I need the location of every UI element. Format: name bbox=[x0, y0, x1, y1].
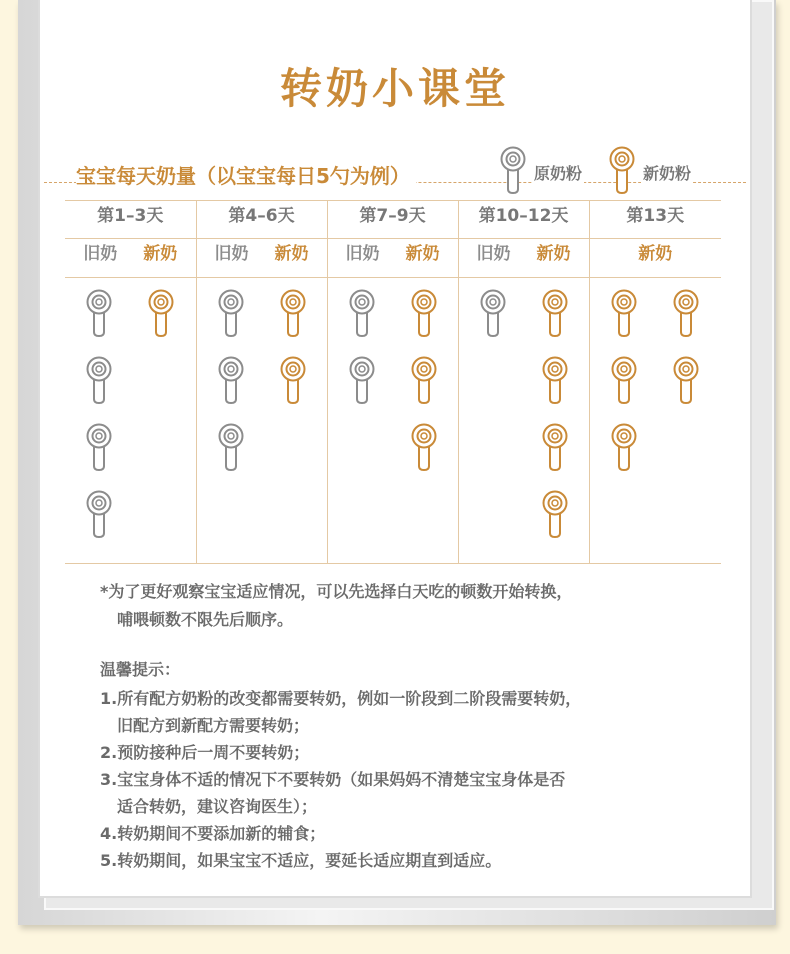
scoop-icon-new bbox=[409, 288, 439, 355]
new-scoop-column bbox=[524, 288, 586, 556]
tip-item: 1.所有配方奶粉的改变都需要转奶，例如一阶段到二阶段需要转奶， bbox=[100, 689, 582, 708]
milk-type-cell bbox=[458, 239, 589, 278]
legend-old bbox=[498, 145, 584, 199]
transition-table bbox=[65, 200, 721, 564]
period-header: 第10–12天 bbox=[458, 201, 589, 239]
scoop-cell bbox=[589, 278, 721, 564]
scoop-icon-new bbox=[540, 489, 570, 556]
old-milk-label: 旧奶 bbox=[83, 244, 118, 264]
scoop-icon-new bbox=[609, 288, 639, 355]
old-milk-label: 旧奶 bbox=[476, 244, 511, 264]
scoop-icon-old bbox=[84, 489, 114, 556]
scoop-icon-new bbox=[671, 288, 701, 355]
scoop-icon-new bbox=[540, 355, 570, 422]
period-header: 第1–3天 bbox=[65, 201, 196, 239]
footnote bbox=[100, 578, 740, 634]
new-scoop-column bbox=[130, 288, 192, 556]
footnote-line: 哺喂顿数不限先后顺序。 bbox=[117, 610, 294, 629]
milk-type-cell bbox=[65, 239, 196, 278]
legend-new-label: 新奶粉 bbox=[641, 161, 693, 184]
scoop-icon-new bbox=[671, 355, 701, 422]
new-scoop-column bbox=[262, 288, 324, 489]
scoop-columns bbox=[65, 278, 196, 556]
scoop-cell bbox=[196, 278, 327, 564]
scoop-icon-new bbox=[540, 422, 570, 489]
scoop-icon-old bbox=[478, 288, 508, 355]
scoop-cell bbox=[327, 278, 458, 564]
scoop-columns bbox=[197, 278, 327, 489]
old-scoop-column bbox=[68, 288, 130, 556]
milk-type-row bbox=[65, 239, 721, 278]
old-milk-label: 旧奶 bbox=[345, 244, 380, 264]
scoop-icon-old bbox=[347, 288, 377, 355]
scoop-icon-new bbox=[146, 288, 176, 355]
old-scoop-column bbox=[200, 288, 262, 489]
old-milk-label: 旧奶 bbox=[214, 244, 249, 264]
section-subtitle: 宝宝每天奶量（以宝宝每日5勺为例） bbox=[76, 160, 416, 189]
scoop-icon-old bbox=[216, 422, 246, 489]
scoop-icon-old bbox=[84, 288, 114, 355]
scoop-cell bbox=[458, 278, 589, 564]
legend-new bbox=[607, 145, 693, 199]
scoop-icon-new bbox=[409, 422, 439, 489]
scoop-cell bbox=[65, 278, 196, 564]
new-milk-label: 新奶 bbox=[143, 244, 178, 264]
scoop-icon-new bbox=[540, 288, 570, 355]
scoop-icon-old bbox=[216, 355, 246, 422]
scoop-icon-new bbox=[278, 288, 308, 355]
scoop-icon-old bbox=[498, 145, 528, 199]
scoop-icon-old bbox=[216, 288, 246, 355]
period-header: 第4–6天 bbox=[196, 201, 327, 239]
scoop-row bbox=[65, 278, 721, 564]
page-title: 转奶小课堂 bbox=[279, 64, 510, 113]
tip-item: 4.转奶期间不要添加新的辅食； bbox=[100, 824, 326, 843]
new-scoop-column bbox=[593, 288, 655, 489]
old-scoop-column bbox=[462, 288, 524, 556]
scoop-icon-old bbox=[347, 355, 377, 422]
footnote-line: *为了更好观察宝宝适应情况，可以先选择白天吃的顿数开始转换， bbox=[100, 582, 573, 601]
scoop-columns bbox=[590, 278, 722, 489]
milk-type-cell bbox=[196, 239, 327, 278]
scoop-icon-old bbox=[84, 355, 114, 422]
tip-item: 适合转奶，建议咨询医生）； bbox=[117, 797, 318, 816]
tips-heading: 温馨提示： bbox=[100, 660, 181, 679]
period-header-row bbox=[65, 201, 721, 239]
tip-item: 3.宝宝身体不适的情况下不要转奶（如果妈妈不清楚宝宝身体是否 bbox=[100, 770, 566, 789]
milk-type-cell bbox=[589, 239, 721, 278]
period-header: 第7–9天 bbox=[327, 201, 458, 239]
old-scoop-column bbox=[331, 288, 393, 489]
tip-item: 旧配方到新配方需要转奶； bbox=[117, 716, 310, 735]
new-milk-label: 新奶 bbox=[405, 244, 440, 264]
legend-old-label: 原奶粉 bbox=[532, 161, 584, 184]
tip-item: 2.预防接种后一周不要转奶； bbox=[100, 743, 310, 762]
new-milk-label: 新奶 bbox=[536, 244, 571, 264]
new-scoop-column bbox=[655, 288, 717, 489]
period-header: 第13天 bbox=[589, 201, 721, 239]
tip-item: 5.转奶期间，如果宝宝不适应，要延长适应期直到适应。 bbox=[100, 851, 502, 870]
scoop-columns bbox=[459, 278, 589, 556]
scoop-icon-old bbox=[84, 422, 114, 489]
tips-section bbox=[100, 656, 740, 874]
milk-type-cell bbox=[327, 239, 458, 278]
scoop-icon-new bbox=[607, 145, 637, 199]
new-milk-label: 新奶 bbox=[274, 244, 309, 264]
scoop-icon-new bbox=[409, 355, 439, 422]
new-scoop-column bbox=[393, 288, 455, 489]
scoop-columns bbox=[328, 278, 458, 489]
new-milk-label: 新奶 bbox=[638, 244, 673, 264]
scoop-icon-new bbox=[609, 355, 639, 422]
scoop-icon-new bbox=[609, 422, 639, 489]
scoop-icon-new bbox=[278, 355, 308, 422]
